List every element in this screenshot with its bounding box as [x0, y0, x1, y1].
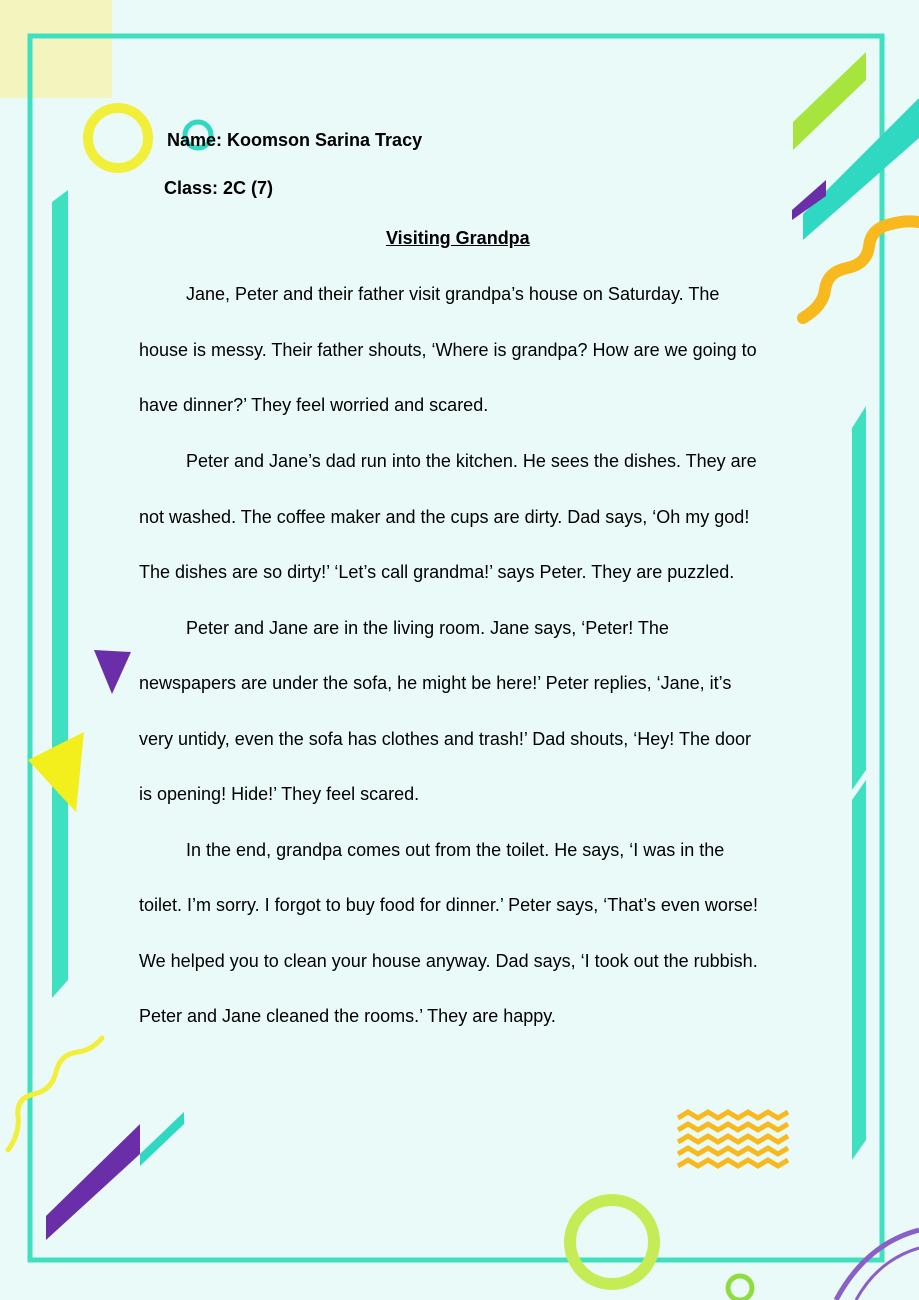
story-title: Visiting Grandpa: [386, 228, 530, 248]
right-vertical-bar-lower: [852, 780, 866, 1160]
yellow-wave: [803, 221, 919, 318]
story-line: Peter and Jane’s dad run into the kitchen. He sees the dishes. They are: [186, 451, 757, 471]
yellow-dotted-square: [0, 0, 112, 98]
purple-arc-inner: [856, 1248, 919, 1300]
student-class: Class: 2C (7): [164, 178, 274, 198]
story-line: newspapers are under the sofa, he might be here!’ Peter replies, ‘Jane, it’s: [139, 673, 732, 693]
story-line: Peter and Jane are in the living room. Jane says, ‘Peter! The: [186, 618, 669, 638]
story-line: is opening! Hide!’ They feel scared.: [139, 784, 420, 804]
student-name: Name: Koomson Sarina Tracy: [167, 130, 423, 150]
story-line: very untidy, even the sofa has clothes and trash!’ Dad shouts, ‘Hey! The door: [139, 729, 752, 749]
story-line: not washed. The coffee maker and the cups are dirty. Dad says, ‘Oh my god!: [139, 507, 750, 527]
green-ring: [570, 1200, 654, 1284]
page-frame: [30, 36, 882, 1260]
purple-arc: [836, 1230, 919, 1300]
story-line: have dinner?’ They feel worried and scared.: [139, 395, 489, 415]
story-line: In the end, grandpa comes out from the toilet. He says, ‘I was in the: [186, 840, 725, 860]
story-line: Peter and Jane cleaned the rooms.’ They are happy.: [139, 1006, 556, 1026]
story-line: toilet. I’m sorry. I forgot to buy food for dinner.’ Peter says, ‘That’s even worse!: [139, 895, 758, 915]
purple-triangle: [94, 650, 131, 694]
left-vertical-bar: [52, 190, 68, 998]
green-stripe: [793, 52, 866, 150]
yellow-ring: [88, 108, 148, 168]
small-green-ring: [728, 1276, 752, 1300]
teal-stripe-bottom: [140, 1112, 184, 1166]
story-line: Jane, Peter and their father visit grandpa’s house on Saturday. The: [186, 284, 720, 304]
orange-zigzag: [678, 1112, 788, 1166]
right-vertical-bar: [852, 406, 866, 790]
story-line: house is messy. Their father shouts, ‘Where is grandpa? How are we going to: [139, 340, 757, 360]
yellow-wave-bottom: [8, 1038, 102, 1150]
story-line: The dishes are so dirty!’ ‘Let’s call grandma!’ says Peter. They are puzzled.: [139, 562, 735, 582]
purple-stripe-bottom: [46, 1124, 140, 1240]
story-line: We helped you to clean your house anyway. Dad says, ‘I took out the rubbish.: [139, 951, 758, 971]
